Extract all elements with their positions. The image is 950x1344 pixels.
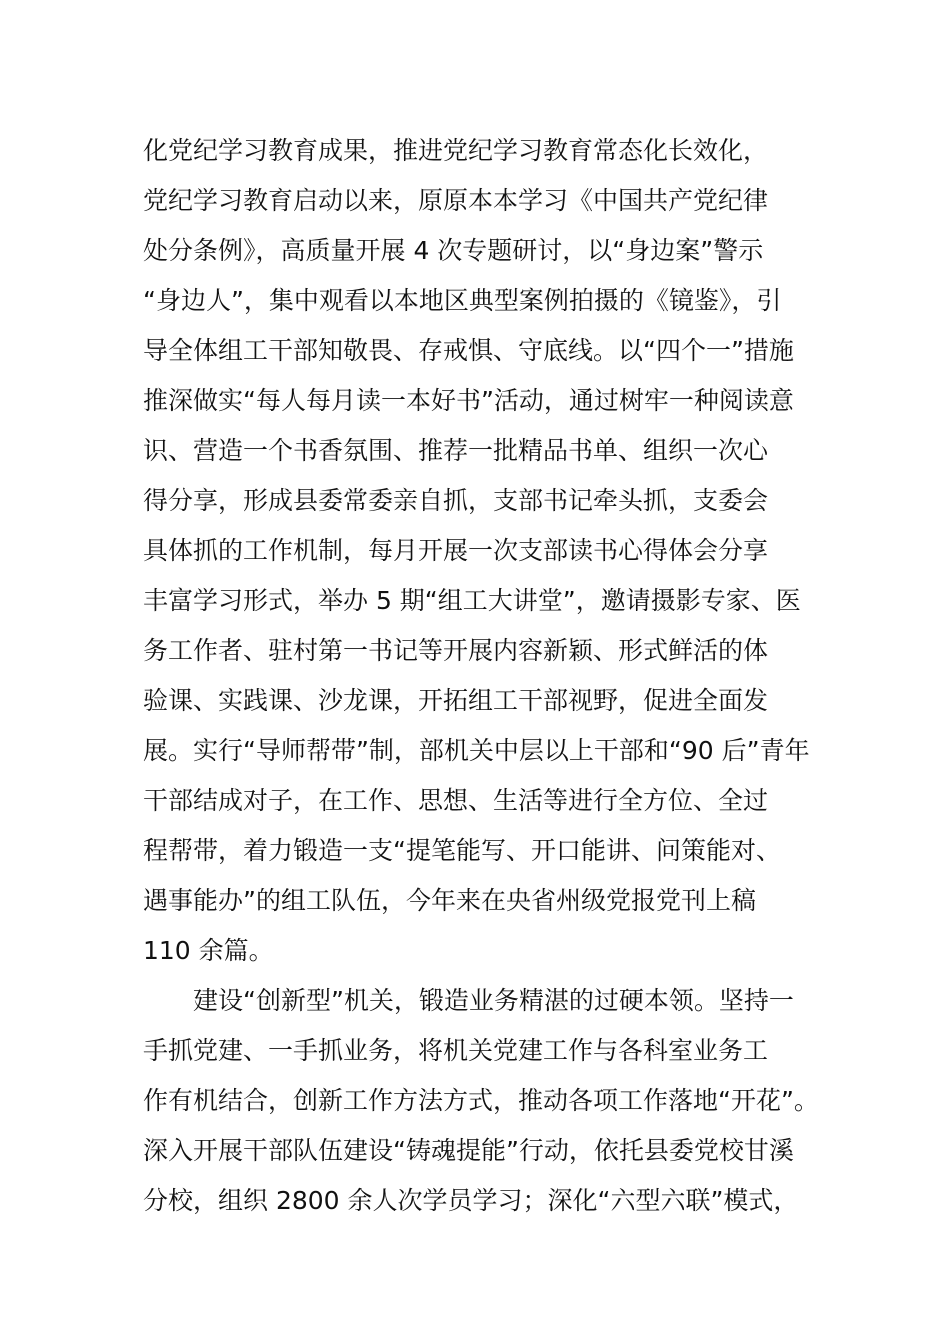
text-line: 务工作者、驻村第一书记等开展内容新颖、形式鲜活的体	[143, 636, 769, 665]
body-text	[143, 126, 843, 1226]
paragraph-first-line: 建设“创新型”机关，锻造业务精湛的过硬本领。坚持一	[193, 986, 794, 1015]
text-line: 作有机结合，创新工作方法方式，推动各项工作落地“开花”。	[143, 1086, 819, 1115]
text-line: 干部结成对子，在工作、思想、生活等进行全方位、全过	[143, 786, 769, 815]
text-line: 识、营造一个书香氛围、推荐一批精品书单、组织一次心	[143, 436, 769, 465]
text-line: 党纪学习教育启动以来，原原本本学习《中国共产党纪律	[143, 186, 769, 215]
text-line: 导全体组工干部知敬畏、存戒惧、守底线。以“四个一”措施	[143, 336, 794, 365]
text-line: 验课、实践课、沙龙课，开拓组工干部视野，促进全面发	[143, 686, 769, 715]
text-line: “身边人”，集中观看以本地区典型案例拍摄的《镜鉴》，引	[143, 286, 782, 315]
text-line: 遇事能办”的组工队伍，今年来在央省州级党报党刊上稿	[143, 886, 756, 915]
text-line: 深入开展干部队伍建设“铸魂提能”行动，依托县委党校甘溪	[143, 1136, 794, 1165]
text-line: 得分享，形成县委常委亲自抓，支部书记牵头抓，支委会	[143, 486, 769, 515]
text-line: 处分条例》，高质量开展 4 次专题研讨，以“身边案”警示	[143, 236, 764, 265]
text-line: 110 余篇。	[143, 936, 274, 965]
text-line: 具体抓的工作机制，每月开展一次支部读书心得体会分享	[143, 536, 769, 565]
text-line: 分校，组织 2800 余人次学员学习；深化“六型六联”模式，	[143, 1186, 799, 1215]
text-line: 手抓党建、一手抓业务，将机关党建工作与各科室业务工	[143, 1036, 769, 1065]
text-line: 推深做实“每人每月读一本好书”活动，通过树牢一种阅读意	[143, 386, 794, 415]
text-line: 程帮带，着力锻造一支“提笔能写、开口能讲、问策能对、	[143, 836, 781, 865]
text-line: 化党纪学习教育成果，推进党纪学习教育常态化长效化，	[143, 136, 769, 165]
text-line: 丰富学习形式，举办 5 期“组工大讲堂”，邀请摄影专家、医	[143, 586, 801, 615]
text-line: 展。实行“导师帮带”制，部机关中层以上干部和“90 后”青年	[143, 736, 810, 765]
